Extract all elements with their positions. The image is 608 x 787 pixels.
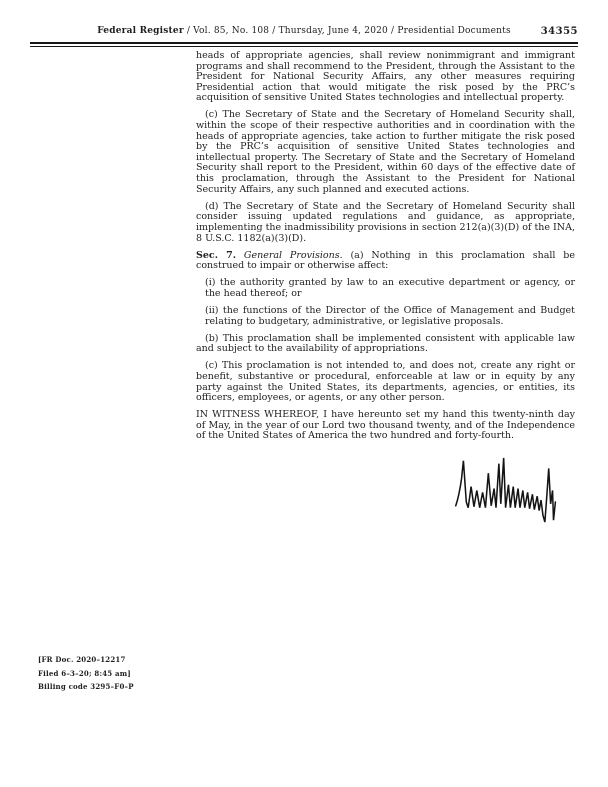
presidential-signature-icon [450, 452, 565, 527]
signature-area [196, 452, 575, 532]
header-citation: / Vol. 85, No. 108 / Thursday, June 4, 2020 / Presidential Documents [183, 26, 511, 36]
sec7-label: Sec. 7. [196, 249, 237, 261]
paragraph-sec7-ii: (ii) the functions of the Director of the Office of Management and Budget relating to budgetary, administrative, or legislative proposals. [205, 304, 575, 327]
paragraph-sec7 [196, 251, 575, 272]
billing-code: Billing code 3295–F0–P [38, 682, 134, 691]
fr-doc-number: [FR Doc. 2020–12217 [38, 655, 126, 664]
fr-doc-footer [38, 653, 134, 694]
paragraph-sec7-i: (i) the authority granted by law to an executive department or agency, or the head thereof; or [205, 277, 575, 299]
fr-filed-line: Filed 6–3–20; 8:45 am] [38, 668, 131, 678]
page-number: 34355 [540, 26, 578, 37]
paragraph-sec6-c: (c) The Secretary of State and the Secretary of Homeland Security shall, within the scope of their respective authorities and in coordination with the heads of appropriate agencies, take action to further mitigate the risk posed by the PRC’s acquisition of sensitive United States technologies and intellectual property. The Secretary of State and the Secretary of Homeland Security shall report to the President, within 60 days of the effective date of this proclamation, through the Assistant to the President for National Security Affairs, any such planned and executed actions. [196, 109, 575, 195]
sec7-text: (a) Nothing in this proclamation shall be construed to impair or otherwise affect: [196, 249, 575, 272]
paragraph-sec7-c: (c) This proclamation is not intended to, and does not, create any right or benefit, substantive or procedural, enforceable at law or in equity by any party against the United States, its departments, agencies, or entities, its officers, employees, or agents, or any other person. [196, 360, 575, 404]
paragraph-continuation: heads of appropriate agencies, shall review nonimmigrant and immigrant programs and shall recommend to the President, through the Assistant to the President for National Security Affairs, any other measures requiring Presidential action that would mitigate the risk posed by the PRC’s acquisition of sensitive United States technologies and intellectual property. [196, 50, 575, 104]
header-rule [30, 42, 578, 47]
sec7-title: General Provisions. [236, 249, 343, 261]
document-body [196, 51, 575, 532]
paragraph-sec6-d: (d) The Secretary of State and the Secretary of Homeland Security shall consider issuing updated regulations and guidance, as appropriate, implementing the inadmissibility provisions in section 212(a)(3)(D) of the INA, 8 U.S.C. 1182(a)(3)(D). [196, 200, 575, 244]
journal-name: Federal Register [97, 26, 184, 36]
paragraph-in-witness: IN WITNESS WHEREOF, I have hereunto set my hand this twenty-ninth day of May, in the year of our Lord two thousand twenty, and of the Independence of the United States of America the two hundred and forty-fourth. [196, 409, 575, 442]
page-header [30, 26, 578, 40]
paragraph-sec7-b: (b) This proclamation shall be implemented consistent with applicable law and subject to the availability of appropriations. [196, 332, 575, 355]
